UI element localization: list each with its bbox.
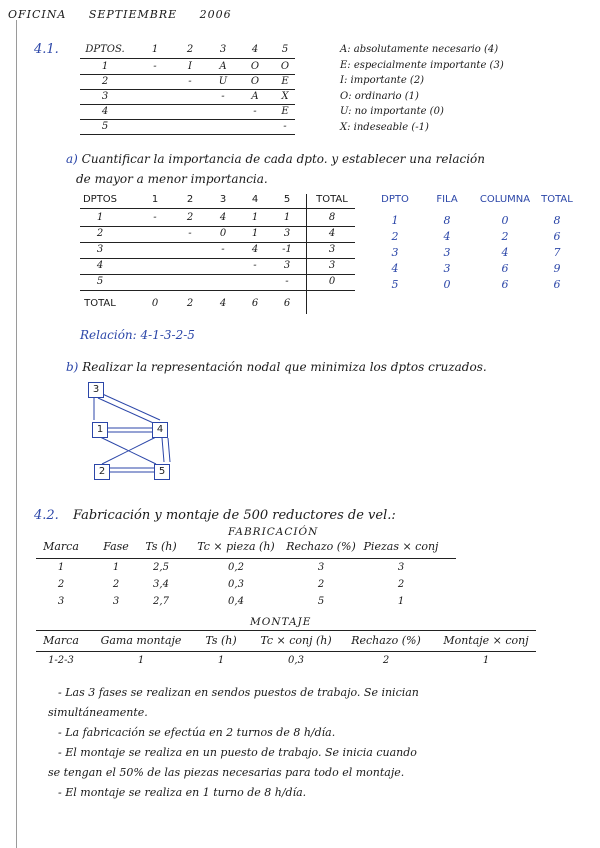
note-line: - Las 3 fases se realizan en sendos puestos de trabajo. Se inician [58, 686, 419, 699]
score-cell: - [221, 244, 225, 255]
rel-cell: 5 [101, 121, 109, 132]
mont-cell: 1 [482, 655, 490, 666]
score-cell: 1 [96, 212, 104, 223]
rel-header-cell: 1 [151, 44, 159, 55]
problem-42-notes [48, 683, 419, 803]
relation-result: Relación: 4-1-3-2-5 [80, 328, 195, 342]
mont-header-rule [36, 651, 536, 652]
edge-4-5 [162, 438, 164, 462]
score-cell: 3 [283, 228, 291, 239]
relationship-table [80, 44, 300, 144]
mont-cell: 1-2-3 [48, 655, 74, 666]
mont-header-cell: Marca [43, 634, 79, 647]
legend-item: O: ordinario (1) [340, 90, 419, 102]
summary-header-cell: COLUMNA [479, 194, 531, 205]
fabrication-title: FABRICACIÓN [228, 526, 319, 538]
score-cell: 1 [251, 228, 259, 239]
score-header-cell: DPTOS [82, 194, 118, 205]
summary-cell: 8 [553, 214, 561, 227]
fab-header-cell: Marca [43, 540, 79, 553]
mont-header-cell: Tc × conj (h) [260, 634, 332, 647]
rel-cell: - [188, 76, 192, 87]
fab-cell: 5 [317, 596, 325, 607]
fab-header-cell: Fase [103, 540, 129, 553]
summary-table [375, 194, 595, 304]
score-row-rule [80, 290, 355, 291]
mont-top-rule [36, 630, 536, 631]
summary-cell: 6 [553, 278, 561, 291]
part-b-label: b) [66, 360, 79, 374]
summary-cell: 4 [443, 230, 451, 243]
score-cell: 3 [328, 244, 336, 255]
fab-cell: 0,4 [228, 596, 244, 607]
score-header-cell: 5 [283, 194, 291, 205]
score-cell: 0 [219, 228, 227, 239]
mont-header-cell: Gama montaje [100, 634, 182, 647]
part-a-line1: Cuantificar la importancia de cada dpto. y establecer una relación [81, 152, 485, 166]
rel-cell: - [153, 61, 157, 72]
score-header-cell: 4 [251, 194, 259, 205]
part-a-label: a) [66, 152, 78, 166]
node-1: 1 [92, 422, 108, 438]
score-total-cell: 6 [283, 298, 291, 309]
rel-row-rule [80, 89, 295, 90]
rel-cell: O [280, 61, 290, 72]
summary-cell: 6 [501, 278, 509, 291]
rel-row-rule [80, 74, 295, 75]
fab-cell: 0,2 [228, 562, 244, 573]
rel-header-cell: 5 [281, 44, 289, 55]
rel-row-rule [80, 119, 295, 120]
score-cell: 1 [283, 212, 291, 223]
rel-cell: I [188, 61, 192, 72]
part-a-question [66, 152, 485, 166]
problem-42-heading [34, 508, 396, 523]
rel-cell: X [281, 91, 289, 102]
legend-item: U: no importante (0) [340, 106, 444, 117]
score-cell: 1 [251, 212, 259, 223]
score-cell: -1 [282, 244, 292, 255]
legend-item: E: especialmente importante (3) [340, 59, 504, 71]
score-cell: - [188, 228, 192, 239]
rel-cell: A [251, 91, 259, 102]
note-line: - El montaje se realiza en un puesto de trabajo. Se inicia cuando [58, 746, 417, 759]
note-line: simultáneamente. [48, 706, 148, 719]
problem-number-41: 4.1. [34, 42, 59, 57]
fab-cell: 1 [397, 596, 405, 607]
summary-cell: 0 [501, 214, 509, 227]
node-5: 5 [154, 464, 170, 480]
edge-1-5 [98, 436, 156, 464]
rel-cell: 1 [101, 61, 109, 72]
score-cell: 4 [328, 228, 336, 239]
rel-row-rule [80, 134, 295, 135]
header-office: OFICINA [8, 8, 67, 21]
rel-cell: - [221, 91, 225, 102]
rel-cell: - [253, 106, 257, 117]
rel-cell: E [281, 106, 289, 117]
page-margin-line [16, 20, 17, 848]
node-4: 4 [152, 422, 168, 438]
montaje-table [36, 630, 536, 670]
fab-cell: 2 [57, 579, 65, 590]
summary-header-cell: FILA [436, 194, 458, 205]
score-total-cell: 2 [186, 298, 194, 309]
score-cell: 2 [186, 212, 194, 223]
score-row-rule [80, 274, 355, 275]
legend-item: A: absolutamente necesario (4) [340, 44, 499, 55]
summary-cell: 4 [391, 262, 399, 275]
score-total-cell: 0 [151, 298, 159, 309]
score-header-cell: 3 [219, 194, 227, 205]
summary-cell: 6 [553, 230, 561, 243]
summary-cell: 1 [391, 214, 399, 227]
summary-cell: 3 [443, 262, 451, 275]
legend-item: X: indeseable (-1) [340, 121, 429, 133]
mont-cell: 2 [382, 655, 390, 666]
note-line: - El montaje se realiza en 1 turno de 8 h/día. [58, 786, 307, 799]
rel-cell: 3 [101, 91, 109, 102]
legend-item: I: importante (2) [340, 75, 425, 86]
fab-cell: 2 [397, 579, 405, 590]
summary-cell: 2 [391, 230, 399, 243]
score-header-rule [80, 208, 355, 209]
part-a-line2: de mayor a menor importancia. [76, 172, 268, 186]
montaje-title: MONTAJE [250, 616, 312, 628]
fab-header-rule [36, 558, 456, 559]
rel-cell: A [219, 61, 227, 72]
score-table [80, 194, 360, 318]
rel-cell: O [250, 61, 260, 72]
fab-cell: 3 [57, 596, 65, 607]
header-month: SEPTIEMBRE [88, 8, 178, 21]
summary-cell: 8 [443, 214, 451, 227]
summary-cell: 4 [501, 246, 509, 259]
rel-cell: O [250, 76, 260, 87]
score-total-cell: 6 [251, 298, 259, 309]
summary-cell: 3 [443, 246, 451, 259]
note-line: - La fabricación se efectúa en 2 turnos de 8 h/día. [58, 726, 336, 739]
mont-header-cell: Rechazo (%) [351, 634, 421, 647]
rel-cell: - [283, 121, 287, 132]
score-total-cell: 4 [219, 298, 227, 309]
summary-cell: 9 [553, 262, 561, 275]
score-cell: 3 [328, 260, 336, 271]
problem-42-title: Fabricación y montaje de 500 reductores de vel.: [72, 508, 396, 523]
fab-cell: 2 [112, 579, 120, 590]
rel-cell: U [218, 76, 228, 87]
mont-cell: 1 [137, 655, 145, 666]
rel-header-cell: 3 [219, 44, 227, 55]
fab-header-cell: Ts (h) [145, 540, 177, 553]
part-b-text: Realizar la representación nodal que minimiza los dptos cruzados. [82, 360, 487, 374]
fab-cell: 3 [397, 562, 405, 573]
score-header-cell: 1 [151, 194, 159, 205]
score-cell: 8 [328, 212, 336, 223]
fab-header-cell: Tc × pieza (h) [197, 540, 275, 553]
fab-cell: 1 [57, 562, 65, 573]
score-cell: 4 [251, 244, 259, 255]
rel-cell: E [281, 76, 289, 87]
note-line: se tengan el 50% de las piezas necesarias para todo el montaje. [48, 766, 405, 779]
edge-4-5b [168, 438, 170, 462]
mont-cell: 0,3 [288, 655, 304, 666]
header-year: 2006 [199, 8, 232, 21]
problem-number-42: 4.2. [34, 508, 59, 523]
score-cell: 0 [328, 276, 336, 287]
score-total-divider [306, 194, 307, 314]
score-cell: - [253, 260, 257, 271]
part-b-question [66, 360, 487, 374]
edge-3-4 [98, 392, 160, 420]
rel-header-rule [80, 58, 295, 59]
score-cell: 3 [283, 260, 291, 271]
mont-header-cell: Montaje × conj [443, 634, 529, 647]
score-header-cell: 2 [186, 194, 194, 205]
fab-cell: 3,4 [153, 579, 169, 590]
fab-cell: 1 [112, 562, 120, 573]
score-cell: 4 [219, 212, 227, 223]
score-cell: 4 [96, 260, 104, 271]
score-cell: - [153, 212, 157, 223]
node-3: 3 [88, 382, 104, 398]
summary-cell: 5 [391, 278, 399, 291]
fabrication-table [36, 540, 466, 614]
summary-header-cell: DPTO [381, 194, 409, 205]
score-row-rule [80, 226, 355, 227]
summary-cell: 2 [501, 230, 509, 243]
mont-cell: 1 [217, 655, 225, 666]
fab-cell: 2 [317, 579, 325, 590]
fab-header-cell: Piezas × conj [363, 540, 439, 553]
fab-header-cell: Rechazo (%) [286, 540, 356, 553]
summary-cell: 0 [443, 278, 451, 291]
fab-cell: 0,3 [228, 579, 244, 590]
page-header [8, 8, 250, 21]
rel-row-rule [80, 104, 295, 105]
score-cell: - [285, 276, 289, 287]
mont-header-cell: Ts (h) [205, 634, 237, 647]
rel-header-cell: DPTOS. [85, 44, 125, 55]
node-2: 2 [94, 464, 110, 480]
edge-4-2 [102, 436, 158, 464]
fab-cell: 2,5 [153, 562, 169, 573]
score-cell: 5 [96, 276, 104, 287]
summary-header-cell: TOTAL [541, 194, 573, 205]
summary-cell: 7 [553, 246, 561, 259]
fab-cell: 2,7 [153, 596, 169, 607]
relationship-legend [340, 42, 504, 135]
rel-header-cell: 2 [186, 44, 194, 55]
rel-cell: 2 [101, 76, 109, 87]
score-header-cell: TOTAL [316, 194, 348, 205]
score-cell: 3 [96, 244, 104, 255]
score-total-label: TOTAL [84, 298, 116, 309]
fab-cell: 3 [112, 596, 120, 607]
score-row-rule [80, 258, 355, 259]
summary-cell: 3 [391, 246, 399, 259]
rel-header-cell: 4 [251, 44, 259, 55]
fab-cell: 3 [317, 562, 325, 573]
score-cell: 2 [96, 228, 104, 239]
rel-cell: 4 [101, 106, 109, 117]
summary-cell: 6 [501, 262, 509, 275]
score-row-rule [80, 242, 355, 243]
